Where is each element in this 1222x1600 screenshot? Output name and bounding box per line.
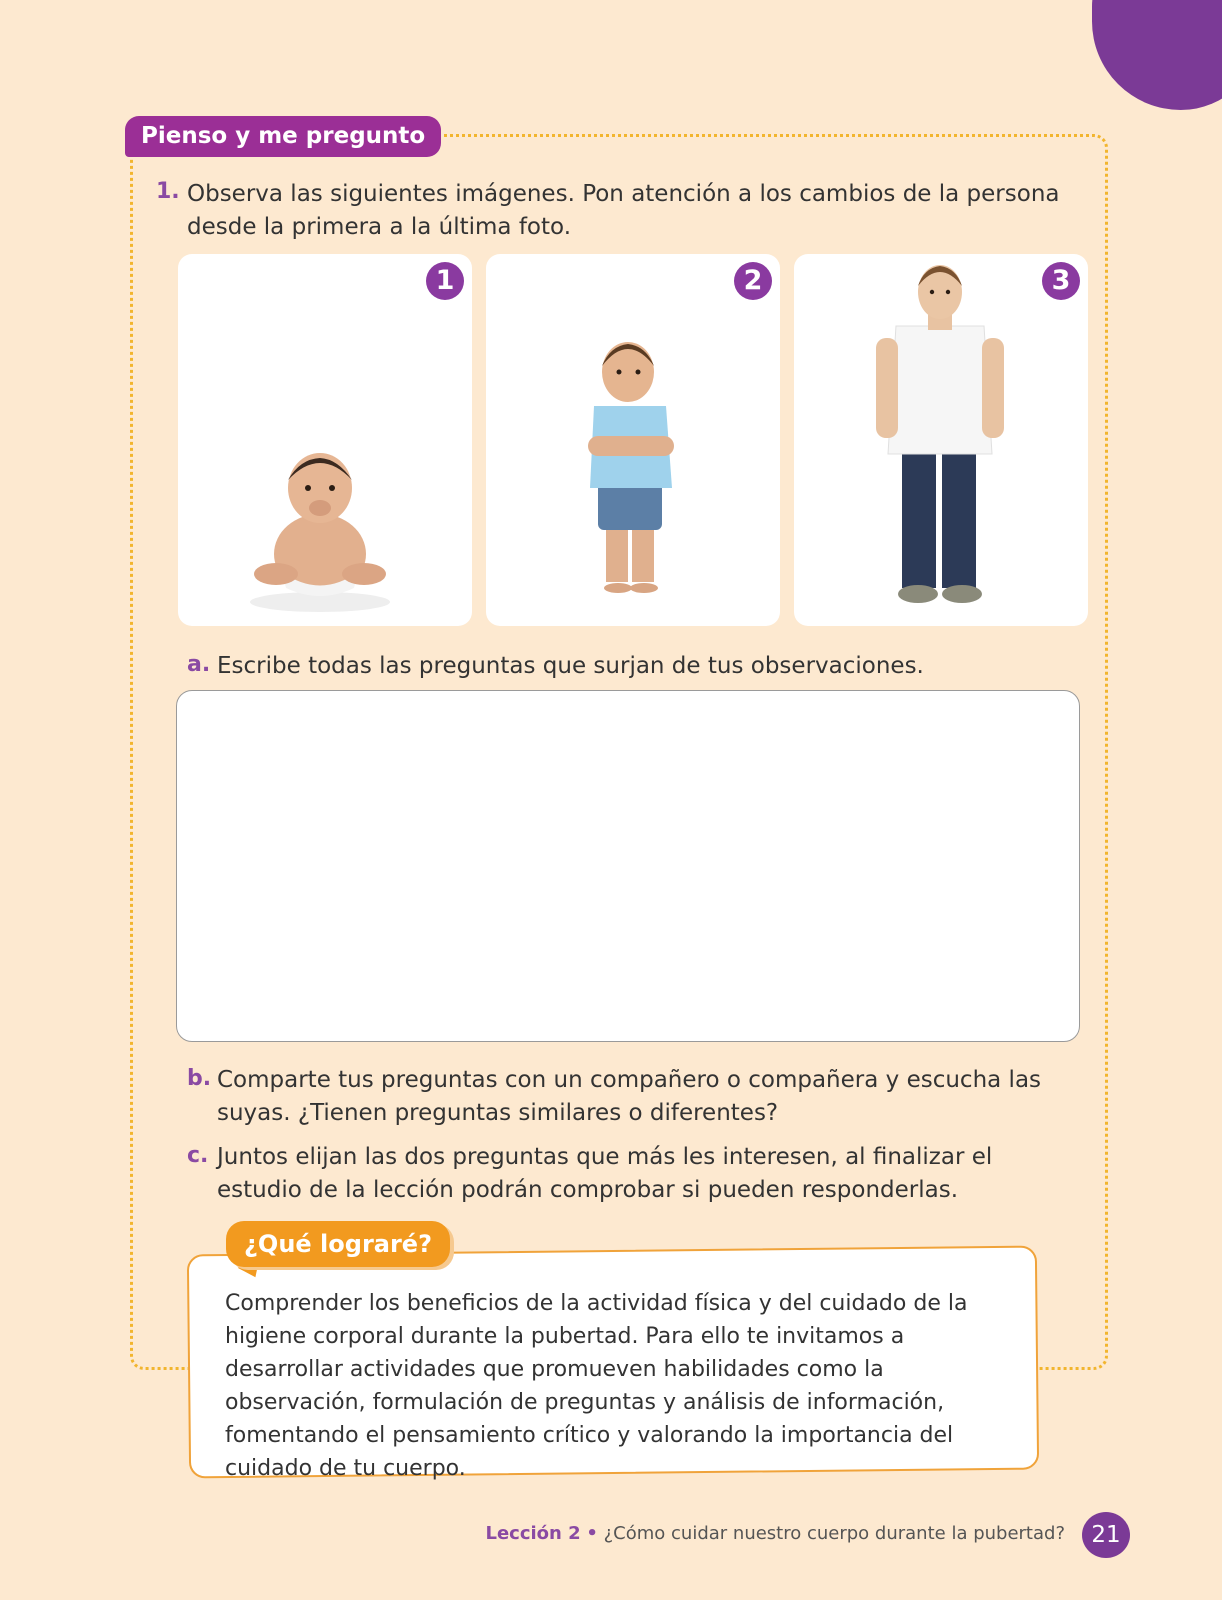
child-illustration xyxy=(486,254,780,626)
corner-decoration xyxy=(1092,0,1222,110)
item-b-letter: b. xyxy=(187,1066,212,1091)
photo-baby xyxy=(178,254,472,626)
footer-separator: • xyxy=(586,1523,598,1544)
item-a-text: Escribe todas las preguntas que surjan de tus observaciones. xyxy=(217,653,924,679)
badge-3: 3 xyxy=(1042,262,1080,300)
item-b-text: Comparte tus preguntas con un compañero o compañera y escucha las suyas. ¿Tienen preguntas similares o diferentes? xyxy=(217,1067,1042,1126)
answer-box[interactable] xyxy=(176,690,1080,1042)
page-number: 21 xyxy=(1082,1512,1130,1558)
photo-child xyxy=(486,254,780,626)
teen-illustration xyxy=(794,254,1088,626)
footer-lesson: Lección 2 xyxy=(485,1523,581,1544)
badge-1: 1 xyxy=(426,262,464,300)
item-c-text: Juntos elijan las dos preguntas que más les interesen, al finalizar el estudio de la lección podrán comprobar si pueden responderlas. xyxy=(217,1144,993,1203)
question-text: Observa las siguientes imágenes. Pon atención a los cambios de la persona desde la primera a la última foto. xyxy=(187,181,1060,240)
item-a-letter: a. xyxy=(187,652,211,677)
item-c-letter: c. xyxy=(187,1143,209,1168)
photo-teen xyxy=(794,254,1088,626)
footer-title: ¿Cómo cuidar nuestro cuerpo durante la pubertad? xyxy=(603,1523,1065,1544)
baby-illustration xyxy=(178,254,472,626)
goal-text: Comprender los beneficios de la actividad física y del cuidado de la higiene corporal durante la pubertad. Para ello te invitamos a desarrollar actividades que promueven habilidades como la observación, formulación de preguntas y análisis de información, fomentando el pensamiento crítico y valorando la importancia del cuidado de tu cuerpo. xyxy=(225,1291,968,1481)
page-footer xyxy=(485,1523,1065,1544)
section-tag: Pienso y me pregunto xyxy=(125,116,441,157)
question-number: 1. xyxy=(156,179,180,204)
goal-title: ¿Qué lograré? xyxy=(226,1221,450,1267)
badge-2: 2 xyxy=(734,262,772,300)
